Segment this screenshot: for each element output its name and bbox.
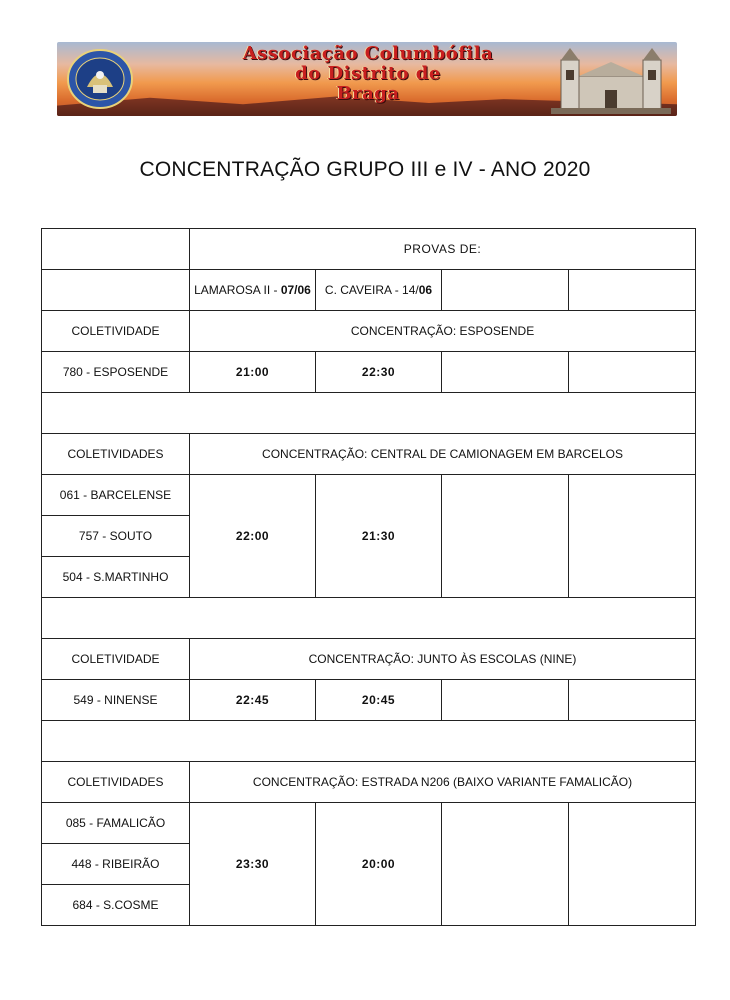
club-name: 684 - S.COSME	[42, 885, 190, 926]
spacer-row	[42, 721, 696, 762]
time-prova-2: 21:30	[316, 475, 442, 598]
empty-cell	[569, 680, 696, 721]
club-row	[42, 680, 696, 721]
time-prova-1: 21:00	[190, 352, 316, 393]
concentration-location: CONCENTRAÇÃO: ESTRADA N206 (BAIXO VARIANTE FAMALICÃO)	[190, 762, 696, 803]
empty-cell	[569, 475, 696, 598]
empty-cell	[442, 803, 569, 926]
time-prova-2: 20:45	[316, 680, 442, 721]
time-prova-1: 23:30	[190, 803, 316, 926]
banner-line-3: Braga	[336, 83, 400, 104]
time-prova-2: 22:30	[316, 352, 442, 393]
banner-title	[153, 44, 583, 104]
prova-name: LAMAROSA II -	[194, 283, 281, 297]
time-prova-1: 22:45	[190, 680, 316, 721]
time-prova-1: 22:00	[190, 475, 316, 598]
club-name: 085 - FAMALICÃO	[42, 803, 190, 844]
club-row	[42, 475, 696, 516]
club-name: 504 - S.MARTINHO	[42, 557, 190, 598]
empty-cell	[569, 352, 696, 393]
empty-cell	[442, 270, 569, 311]
banner-line-2: do Distrito de	[295, 63, 441, 84]
page-title: CONCENTRAÇÃO GRUPO III e IV - ANO 2020	[139, 158, 591, 181]
association-seal-logo	[65, 47, 135, 111]
empty-cell	[42, 229, 190, 270]
group-label: COLETIVIDADE	[42, 639, 190, 680]
prova-date: 07/06	[280, 283, 311, 297]
concentration-location: CONCENTRAÇÃO: CENTRAL DE CAMIONAGEM EM BARCELOS	[190, 434, 696, 475]
club-name: 549 - NINENSE	[42, 680, 190, 721]
group-label: COLETIVIDADES	[42, 434, 190, 475]
empty-cell	[569, 270, 696, 311]
empty-cell	[442, 475, 569, 598]
club-name: 757 - SOUTO	[42, 516, 190, 557]
group-header-row	[42, 434, 696, 475]
schedule-table	[41, 228, 696, 926]
group-header-row	[42, 311, 696, 352]
empty-cell	[42, 270, 190, 311]
club-row	[42, 803, 696, 844]
provas-heading: PROVAS DE:	[190, 229, 696, 270]
prova-date: 06	[418, 283, 433, 297]
banner-line-1: Associação Columbófila	[242, 43, 494, 64]
spacer-row	[42, 598, 696, 639]
prova-name: C. CAVEIRA - 14/	[324, 283, 419, 297]
empty-cell	[569, 803, 696, 926]
prova-lamarosa	[190, 270, 316, 311]
empty-cell	[442, 352, 569, 393]
group-header-row	[42, 639, 696, 680]
club-name: 061 - BARCELENSE	[42, 475, 190, 516]
church-illustration	[551, 46, 671, 114]
spacer-row	[42, 393, 696, 434]
club-name: 780 - ESPOSENDE	[42, 352, 190, 393]
header-banner	[57, 42, 677, 116]
club-name: 448 - RIBEIRÃO	[42, 844, 190, 885]
time-prova-2: 20:00	[316, 803, 442, 926]
club-row	[42, 352, 696, 393]
group-header-row	[42, 762, 696, 803]
provas-row	[42, 270, 696, 311]
group-label: COLETIVIDADE	[42, 311, 190, 352]
concentration-location: CONCENTRAÇÃO: JUNTO ÀS ESCOLAS (NINE)	[190, 639, 696, 680]
empty-cell	[442, 680, 569, 721]
provas-heading-row	[42, 229, 696, 270]
concentration-location: CONCENTRAÇÃO: ESPOSENDE	[190, 311, 696, 352]
prova-caveira	[316, 270, 442, 311]
group-label: COLETIVIDADES	[42, 762, 190, 803]
